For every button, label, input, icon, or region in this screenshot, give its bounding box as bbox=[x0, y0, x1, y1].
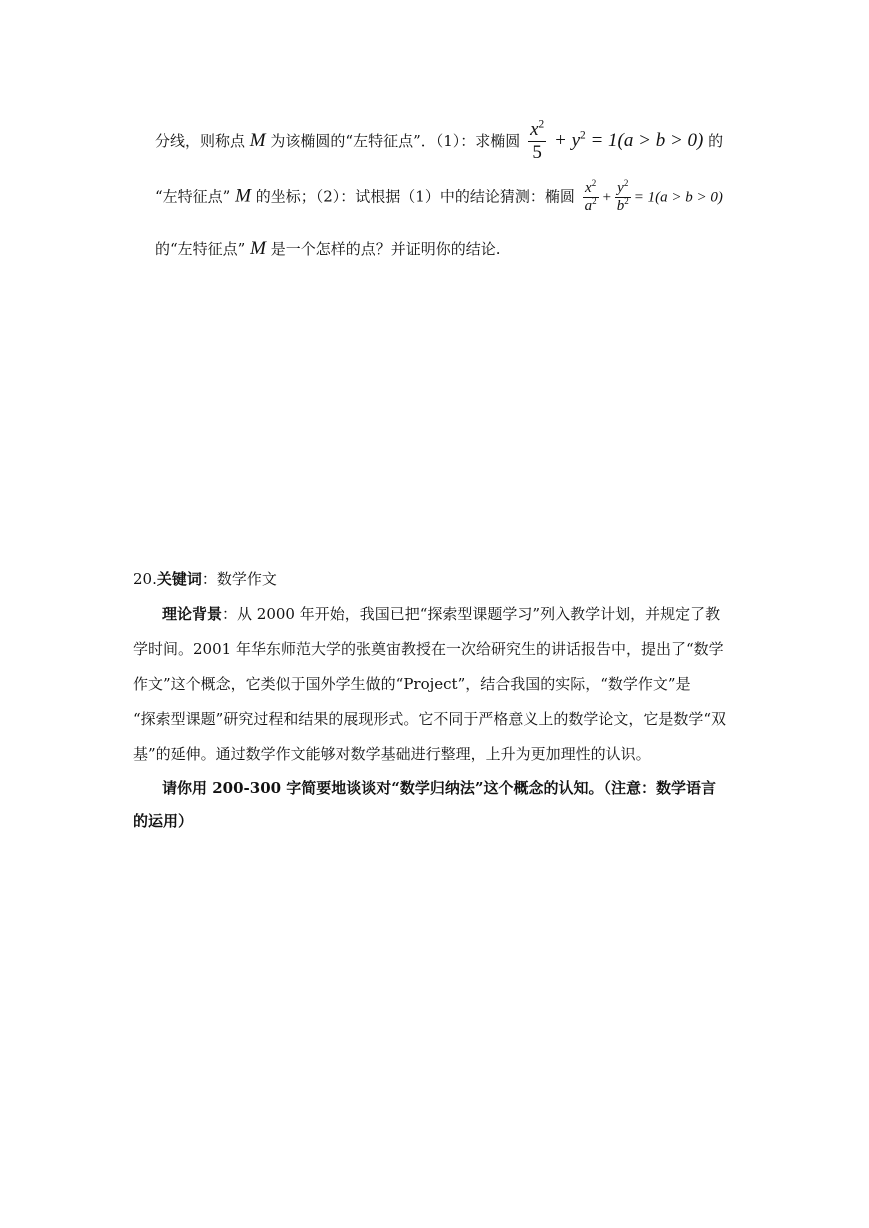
eq2-num2: y bbox=[617, 180, 624, 196]
text: 的坐标；（2）：试根据（1）中的结论猜测：椭圆 bbox=[255, 187, 575, 206]
keyword-label: 关键词 bbox=[156, 570, 202, 588]
fraction-y2-over-b2 bbox=[615, 180, 631, 215]
problem19-line3 bbox=[155, 238, 501, 260]
background-line4: “探索型课题”研究过程和结果的展现形式。它不同于严格意义上的数学论文，它是数学“双 bbox=[133, 710, 727, 728]
background-label: 理论背景 bbox=[162, 605, 223, 623]
eq1-tail: = 1(a > b > 0) bbox=[590, 129, 704, 151]
background-line2: 学时间。2001 年华东师范大学的张奠宙教授在一次给研究生的讲话报告中，提出了“数学 bbox=[133, 640, 724, 658]
exp: 2 bbox=[623, 178, 629, 188]
problem19-line1 bbox=[155, 120, 723, 164]
exp: 2 bbox=[591, 178, 597, 188]
background-line1 bbox=[162, 603, 720, 624]
task-line1: 请你用 200-300 字简要地谈谈对“数学归纳法”这个概念的认知。（注意：数学语言 bbox=[162, 779, 717, 797]
fraction-x2-over-a2 bbox=[583, 180, 599, 215]
eq2-den2: b bbox=[616, 197, 625, 214]
problem19-line2: “左特征点” M 的坐标；（2）：试根据（1）中的结论猜测：椭圆 $\frac{x^2}{a^2}$ + $\frac{y^2}{b^2}$ = 1(a > b > 0) bbox=[155, 178, 723, 214]
exp: 2 bbox=[624, 195, 629, 206]
eq1-den: 5 bbox=[532, 141, 542, 163]
text: 为该椭圆的“左特征点”．（1）：求椭圆 bbox=[270, 131, 521, 150]
text: 分线，则称点 bbox=[155, 131, 246, 150]
eq2-num1: x bbox=[585, 180, 592, 196]
keyword-value: ：数学作文 bbox=[201, 570, 277, 588]
eq1-num: x bbox=[530, 119, 539, 140]
text: 是一个怎样的点？并证明你的结论. bbox=[270, 240, 501, 258]
point-m: M bbox=[235, 185, 251, 207]
task-line2: 的运用） bbox=[133, 812, 194, 830]
background-line5: 基”的延伸。通过数学作文能够对数学基础进行整理，上升为更加理性的认识。 bbox=[133, 745, 651, 763]
text: 的“左特征点” bbox=[155, 240, 246, 258]
fraction-x2-over-5 bbox=[528, 120, 546, 164]
para-line: ：从 2000 年开始，我国已把“探索型课题学习”列入教学计划，并规定了教 bbox=[222, 605, 721, 623]
eq1-rest-exp: 2 bbox=[580, 129, 586, 142]
background-line3: 作文”这个概念，它类似于国外学生做的“Project”，结合我国的实际，“数学作文”是 bbox=[133, 675, 691, 693]
exp: 2 bbox=[592, 195, 597, 206]
problem20-header bbox=[133, 568, 277, 589]
eq1-num-exp: 2 bbox=[538, 118, 545, 131]
point-m: M bbox=[250, 238, 266, 259]
text: 的 bbox=[708, 131, 724, 150]
eq1-rest: + y bbox=[554, 129, 581, 151]
problem-number: 20. bbox=[133, 570, 157, 588]
text: “左特征点” bbox=[155, 187, 231, 206]
eq2-tail: = 1(a > b > 0) bbox=[633, 189, 723, 206]
eq2-den1: a bbox=[584, 197, 593, 214]
point-m: M bbox=[249, 129, 266, 151]
